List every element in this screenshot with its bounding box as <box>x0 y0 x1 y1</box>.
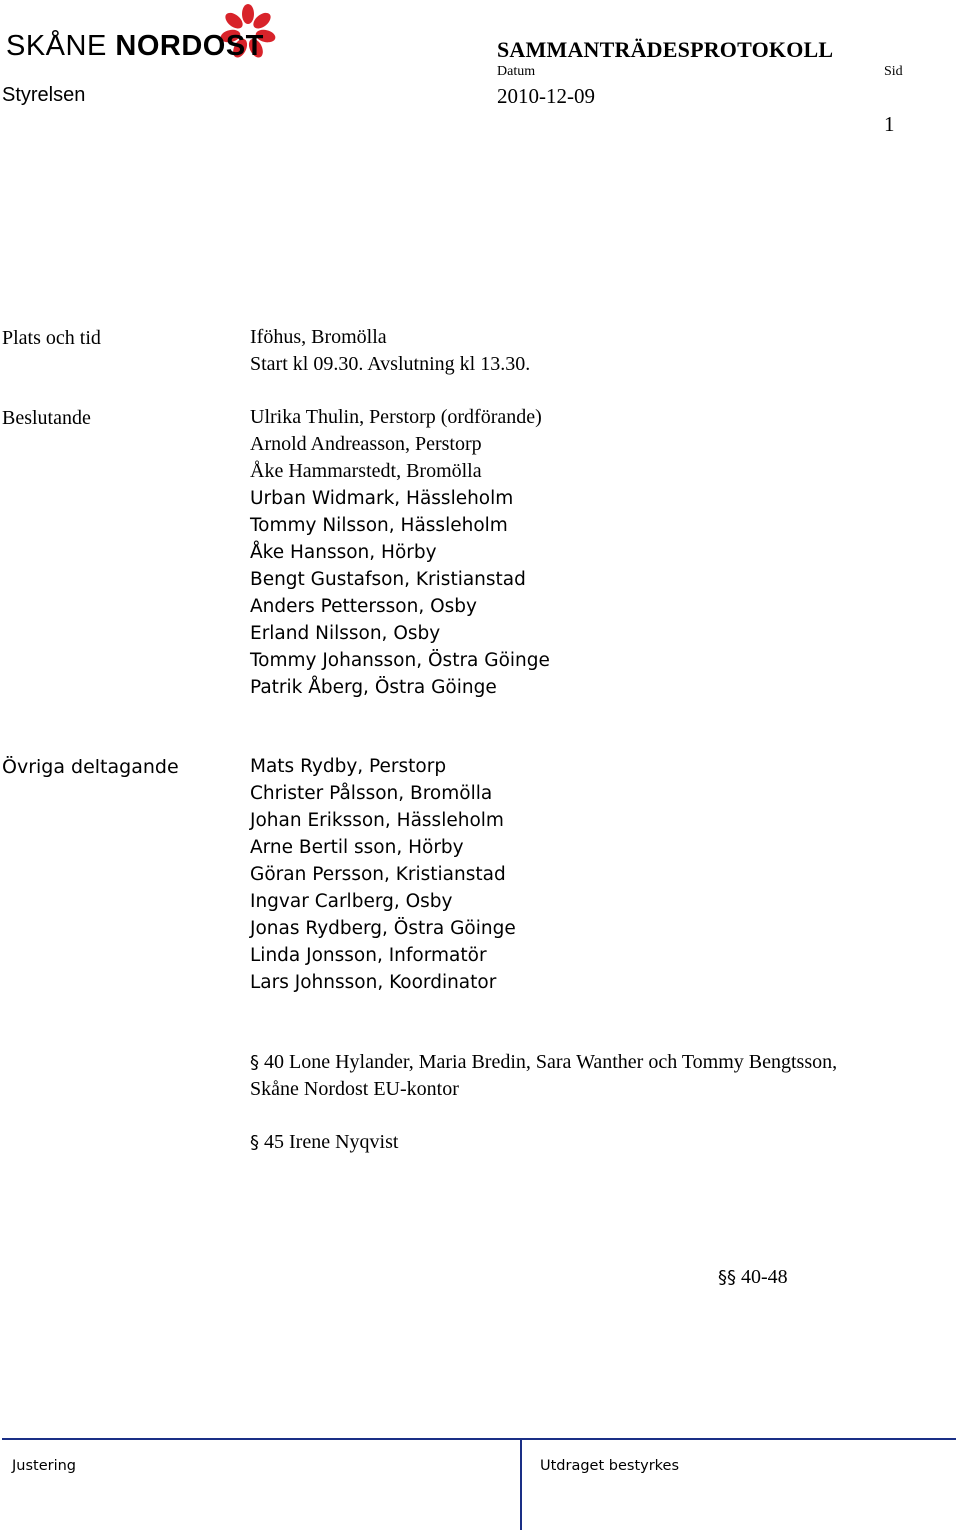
footer-justering-label: Justering <box>12 1458 77 1474</box>
decision-maker-item: Patrik Åberg, Östra Göinge <box>250 677 497 698</box>
logo-text-bold: NORDOST <box>115 30 264 62</box>
participant-item: Jonas Rydberg, Östra Göinge <box>250 918 516 939</box>
page-number: 1 <box>884 112 895 136</box>
decision-maker-item: Bengt Gustafson, Kristianstad <box>250 569 526 590</box>
decision-makers-list <box>250 404 550 701</box>
decision-maker-item: Ulrika Thulin, Perstorp (ordförande) <box>250 406 542 428</box>
paragraph-range-text: 40-48 <box>741 1266 788 1288</box>
paragraph-range <box>718 1264 788 1291</box>
participant-item: Göran Persson, Kristianstad <box>250 864 506 885</box>
decision-makers-label: Beslutande <box>2 407 91 429</box>
participant-item: Christer Pålsson, Bromölla <box>250 783 493 804</box>
decision-maker-item: Anders Pettersson, Osby <box>250 596 477 617</box>
participant-item: Johan Eriksson, Hässleholm <box>250 810 504 831</box>
footer-divider <box>2 1438 956 1440</box>
section-symbol-icon: §§ <box>718 1267 736 1288</box>
other-participants-list <box>250 753 516 996</box>
guest-paragraph-45 <box>250 1129 398 1156</box>
decision-maker-item: Erland Nilsson, Osby <box>250 623 441 644</box>
place-time-content <box>250 324 530 378</box>
logo-text-light: SKÅNE <box>6 30 107 62</box>
document-title: SAMMANTRÄDESPROTOKOLL <box>497 37 834 62</box>
decision-maker-item: Tommy Johansson, Östra Göinge <box>250 650 550 671</box>
participant-item: Lars Johnsson, Koordinator <box>250 972 497 993</box>
section-symbol-icon: § <box>250 1132 259 1153</box>
date-label: Datum <box>497 64 536 79</box>
footer-bestyrkes-label: Utdraget bestyrkes <box>540 1458 680 1474</box>
decision-maker-item: Tommy Nilsson, Hässleholm <box>250 515 508 536</box>
guest-line: Skåne Nordost EU-kontor <box>250 1078 459 1100</box>
participant-item: Arne Bertil sson, Hörby <box>250 837 464 858</box>
footer-column-divider <box>520 1440 522 1530</box>
decision-maker-item: Urban Widmark, Hässleholm <box>250 488 514 509</box>
decision-maker-item: Åke Hansson, Hörby <box>250 542 437 563</box>
logo <box>6 30 264 63</box>
guest-line: 45 Irene Nyqvist <box>264 1131 399 1153</box>
decision-maker-item: Åke Hammarstedt, Bromölla <box>250 460 482 482</box>
section-symbol-icon: § <box>250 1052 259 1073</box>
guest-paragraph-40 <box>250 1049 837 1103</box>
page-label: Sid <box>884 64 903 79</box>
participant-item: Mats Rydby, Perstorp <box>250 756 447 777</box>
department: Styrelsen <box>2 84 86 106</box>
participant-item: Linda Jonsson, Informatör <box>250 945 487 966</box>
other-participants-label: Övriga deltagande <box>2 756 179 778</box>
meeting-date: 2010-12-09 <box>497 84 595 108</box>
time-line: Start kl 09.30. Avslutning kl 13.30. <box>250 353 531 375</box>
decision-maker-item: Arnold Andreasson, Perstorp <box>250 433 482 455</box>
guest-line: 40 Lone Hylander, Maria Bredin, Sara Wanther och Tommy Bengtsson, <box>264 1051 838 1073</box>
participant-item: Ingvar Carlberg, Osby <box>250 891 453 912</box>
place-line: Iföhus, Bromölla <box>250 326 387 348</box>
place-time-label: Plats och tid <box>2 327 101 349</box>
